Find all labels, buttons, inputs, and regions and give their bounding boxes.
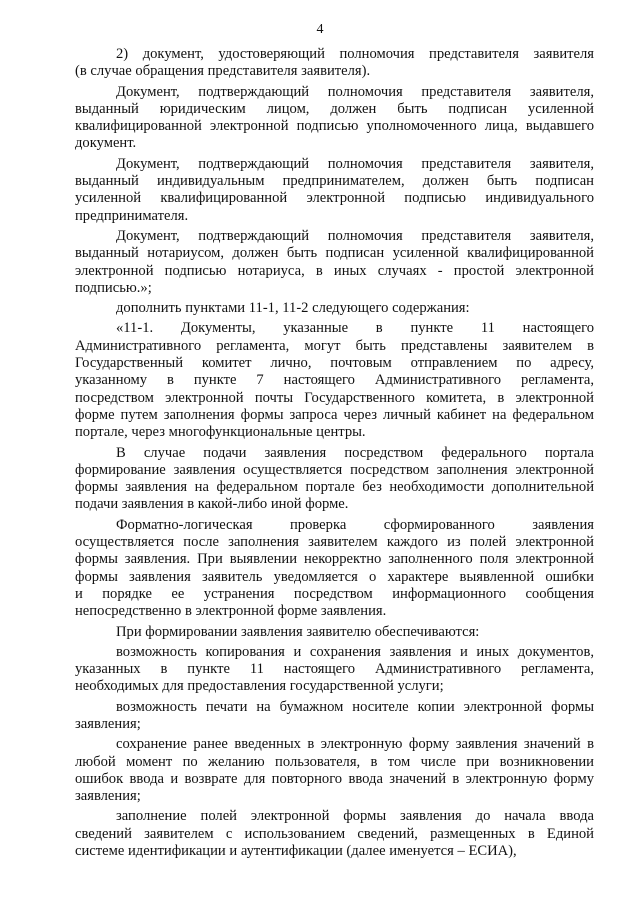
text-line: При формировании заявления заявителю обеспечиваются: xyxy=(116,623,480,640)
paragraph xyxy=(75,517,594,621)
text-line: документ. xyxy=(75,135,137,152)
text-line: заполнение полей электронной формы заявления до начала ввода xyxy=(116,808,594,825)
text-line: Документ, подтверждающий полномочия представителя заявителя, xyxy=(116,227,594,244)
paragraph xyxy=(75,84,594,153)
text-line: сохранение ранее введенных в электронную форму заявления значений в xyxy=(116,736,594,753)
paragraph xyxy=(75,46,594,81)
text-line: формы заявления заявитель уведомляется о характере выявленной ошибки xyxy=(75,568,594,585)
text-line: возможность копирования и сохранения заявления и иных документов, xyxy=(116,643,594,660)
text-line: выданный нотариусом, должен быть подписан усиленной квалифицированной xyxy=(75,245,594,262)
text-line: квалифицированной электронной подписью уполномоченного лица, выдавшего xyxy=(75,118,594,135)
paragraph xyxy=(75,445,594,514)
paragraph xyxy=(75,156,594,225)
paragraph xyxy=(75,808,594,860)
text-line: (в случае обращения представителя заявителя). xyxy=(75,63,371,80)
text-line: подписью.»; xyxy=(75,279,152,296)
text-line: предпринимателя. xyxy=(75,207,189,224)
text-line: выданный индивидуальным предпринимателем, должен быть подписан xyxy=(75,173,594,190)
text-line: форме путем заполнения формы запроса через личный кабинет на федеральном xyxy=(75,406,594,423)
text-line: формирование заявления осуществляется посредством заполнения электронной xyxy=(75,461,594,478)
paragraph xyxy=(75,320,594,441)
document-body xyxy=(75,46,594,860)
text-line: В случае подачи заявления посредством федерального портала xyxy=(116,444,594,461)
text-line: любой момент по желанию пользователя, в том числе при возникновении xyxy=(75,753,594,770)
text-line: необходимых для предоставления государственной услуги; xyxy=(75,678,444,695)
text-line: Документ, подтверждающий полномочия представителя заявителя, xyxy=(116,155,594,172)
text-line: портале, через многофункциональные центры. xyxy=(75,424,366,441)
paragraph xyxy=(75,736,594,805)
text-line: ошибок ввода и возврате для повторного ввода значений в электронную форму xyxy=(75,770,594,787)
text-line: Государственный комитет лично, почтовым отправлением по адресу, xyxy=(75,355,594,372)
paragraph xyxy=(75,300,594,317)
text-line: заявления; xyxy=(75,715,141,732)
text-line: электронной подписью нотариуса, в иных случаях - простой электронной xyxy=(75,262,594,279)
text-line: дополнить пунктами 11-1, 11-2 следующего содержания: xyxy=(116,300,470,317)
text-line: усиленной квалифицированной электронной подписью индивидуального xyxy=(75,190,594,207)
text-line: и порядке ее устранения посредством информационного сообщения xyxy=(75,585,594,602)
paragraph xyxy=(75,644,594,696)
text-line: формы заявления. При выявлении некорректно заполненного поля электронной xyxy=(75,551,594,568)
paragraph xyxy=(75,228,594,297)
text-line: осуществляется после заполнения заявителем каждого из полей электронной xyxy=(75,534,594,551)
text-line: посредством электронной почты Государственного комитета, в электронной xyxy=(75,389,594,406)
text-line: «11-1. Документы, указанные в пункте 11 настоящего xyxy=(116,320,594,337)
text-line: подачи заявления в какой-либо иной форме. xyxy=(75,496,349,513)
text-line: возможность печати на бумажном носителе копии электронной формы xyxy=(116,698,594,715)
text-line: 2) документ, удостоверяющий полномочия представителя заявителя xyxy=(116,46,594,62)
text-line: указанному в пункте 7 настоящего Административного регламента, xyxy=(75,372,594,389)
text-line: заявления; xyxy=(75,788,141,805)
page-number: 4 xyxy=(316,22,324,37)
text-line: Документ, подтверждающий полномочия представителя заявителя, xyxy=(116,83,594,100)
text-line: непосредственно в электронной форме заявления. xyxy=(75,603,387,620)
text-line: формы заявления на федеральном портале без необходимости дополнительной xyxy=(75,479,594,496)
paragraph xyxy=(75,699,594,734)
text-line: системе идентификации и аутентификации (далее именуется – ЕСИА), xyxy=(75,843,517,860)
text-line: Административного регламента, могут быть представлены заявителем в xyxy=(75,337,594,354)
text-line: сведений заявителем с использованием сведений, размещенных в Единой xyxy=(75,825,594,842)
text-line: указанных в пункте 11 настоящего Административного регламента, xyxy=(75,661,594,678)
text-line: выданный юридическим лицом, должен быть подписан усиленной xyxy=(75,100,594,117)
paragraph xyxy=(75,624,594,641)
text-line: Форматно-логическая проверка сформированного заявления xyxy=(116,516,594,533)
